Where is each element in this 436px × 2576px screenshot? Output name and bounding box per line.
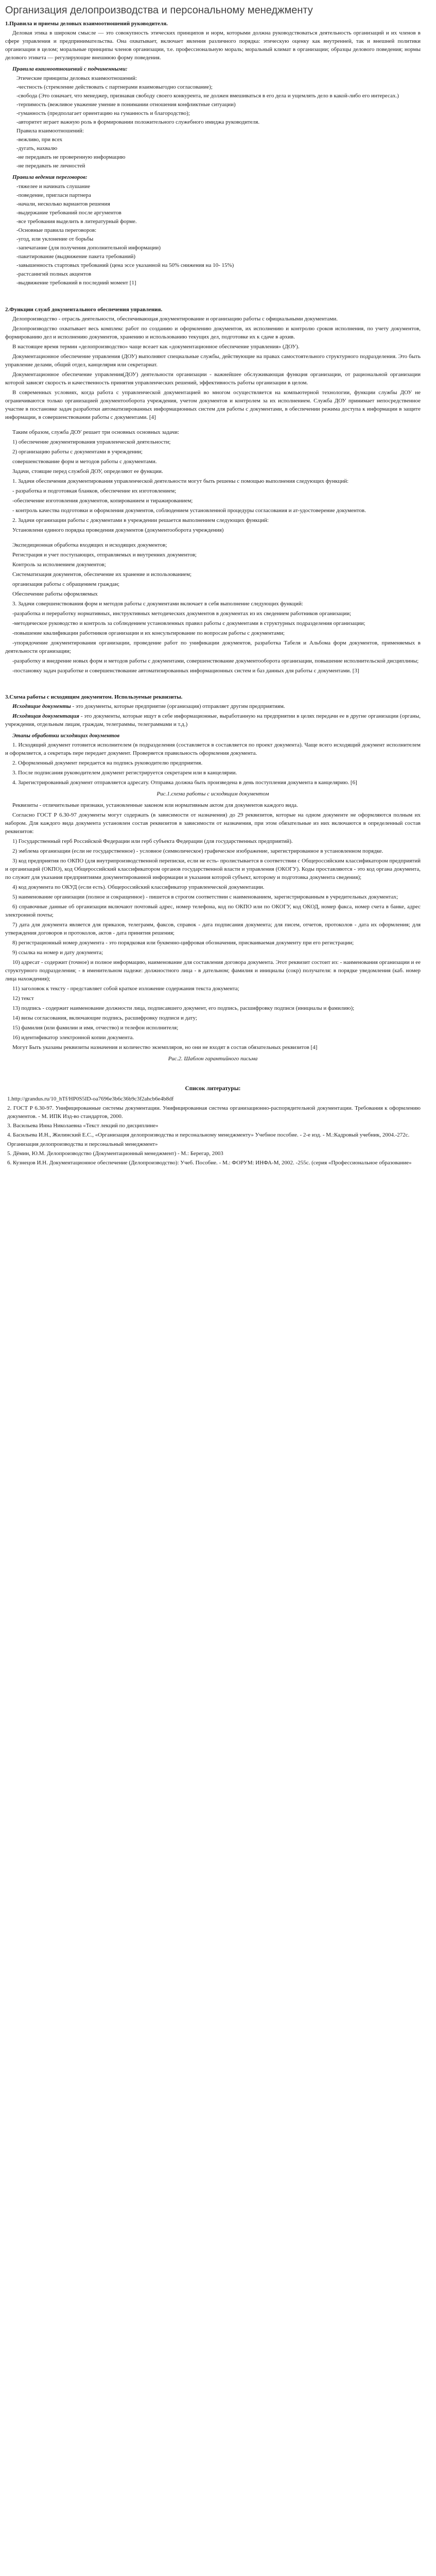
list-item: -терпимость (вежливое уважение умение в понимании отношения конфликтные ситуации) bbox=[16, 101, 236, 108]
list-item: -авторитет играет важную роль в формировании положительного служебного имиджа руководителя. bbox=[16, 119, 260, 125]
paragraph: -повышение квалификации работников организации и их консультирование по вопросам работы с документами; bbox=[12, 630, 285, 636]
paragraph: - разработка и подготовкая бланков, обеспечение их изготовлением; bbox=[12, 488, 177, 494]
paragraph: 15) фамилия (или фамилии и имя, отчество) и телефон исполнителя; bbox=[12, 1025, 179, 1031]
term-outgoing-documents: Исходящие документы bbox=[12, 703, 71, 709]
paragraph: - контроль качества подготовки и оформления документов, соблюдением установленной процедуры согласования и ат-удостоверение документов. bbox=[12, 507, 366, 514]
paragraph: Деловая этика в широком смысле — это совокупность этических принципов и норм, которыми должна руководствоваться деятельность организаций и их членов в сфере управления и предпринимательства. Она охватывает, включает явления различного порядка: этическую оценку как внутренней, так и внешней политики организации в целом; моральные принципы членов организации, т.е. профессиональную мораль; моральный климат в организации; образцы делового поведения; нормы делового этикета — регулирующие внешнюю форму поведения. bbox=[5, 30, 421, 61]
paragraph: 16) идентификатор электронной копии документа. bbox=[12, 1035, 134, 1041]
list-item: -не передавать не проверенную информацию bbox=[16, 154, 126, 160]
paragraph: -упорядочение документирования организации, проведение работ по унификации документов, разработка Табеля и Альбома форм документов, применяемых в деятельности организации; bbox=[5, 640, 421, 654]
list-item: -начали, несколько вариантов решения bbox=[16, 201, 110, 207]
paragraph bbox=[5, 702, 421, 710]
paragraph: Обеспечение работы оформляемых bbox=[12, 591, 98, 597]
paragraph: 3. После подписания руководителем документ регистрируется секретарем или в канцелярии. bbox=[12, 770, 237, 776]
paragraph: 1) обеспечение документирования управленческой деятельности; bbox=[12, 439, 171, 445]
reference-item: 1.http://grandus.ru/10_hTf/HP0S5ID-oa7696e3b6c36b9c3f2ahcb6e4b8df bbox=[7, 1096, 174, 1102]
list-negotiation-rules bbox=[5, 182, 421, 287]
paragraph: организация работы с обращением граждан; bbox=[12, 581, 120, 587]
document-title: Организация делопроизводства и персональному менеджменту bbox=[5, 5, 313, 16]
paragraph: 9) ссылка на номер и дату документа; bbox=[12, 950, 103, 956]
paragraph: Таким образом, служба ДОУ решает три основных основных задачи: bbox=[12, 429, 180, 435]
paragraph: Делопроизводство охватывает весь комплекс работ по созданию и оформлению документов, их исполнению и контролю сроков исполнения, по учету документов, формированию дел и исполнению документов, хранению и использованию текущих дел, подготовке их к сдаче в архив. bbox=[5, 326, 421, 340]
paragraph: Регистрация и учет поступающих, отправляемых и внутренних документов; bbox=[12, 552, 197, 558]
paragraph: -методическое руководство и контроль за соблюдением установленных правил работы с документами в структурных подразделения организации; bbox=[12, 620, 365, 626]
paragraph: 7) дата для документа является для приказов, телеграмм, факсов, справок - дата подписания документа; для писем, отчетов, протоколов - дата их оформления; для утверждения договоров и протоколов, актов - дата принятия решения; bbox=[5, 922, 421, 936]
list-item: Этические принципы деловых взаимоотношений: bbox=[16, 75, 137, 81]
paragraph: 13) подпись - содержит наименование должности лица, подписавшего документ, его подпись, расшифровку подписи (инициалы и фамилию); bbox=[12, 1005, 355, 1011]
list-item: -дугать, нахвалю bbox=[16, 145, 58, 151]
paragraph: В настоящее время термин «делопроизводство» чаще всеает как «документационное обеспечение управления» (ДОУ). bbox=[12, 344, 300, 350]
paragraph: -разработка и переработку нормативных, инструктивных методических документов в документах из их сведением работников организации; bbox=[12, 611, 352, 617]
definition-text: - это документы, которые ищут в себе информационные, выработанную на предприятии в целях передачи ее в другие организации (органы, учреждения, отдельным лицам, граждам, телеграммы, телеграммами и т.д.) bbox=[5, 713, 421, 727]
definition-text: - это документы, которые предприятие (организация) отправляет другим предприятиям. bbox=[71, 703, 285, 709]
section-1-subheading-subordinates: Правила взаимоотношений с подчиненными: bbox=[12, 66, 128, 72]
paragraph: 2. Оформленный документ передается на подпись руководителю предприятия. bbox=[12, 760, 203, 766]
section-1-heading: 1.Правила и приемы деловых взаимоотношений руководителя. bbox=[5, 21, 168, 27]
references-heading: Список литературы: bbox=[185, 1086, 241, 1092]
list-item: -угод, или уклонение от борьбы bbox=[16, 236, 94, 242]
paragraph: 4) код документа по ОКУД (если есть). Общероссийский классификатор управленческой документации. bbox=[12, 884, 265, 890]
reference-item: 5. Дёмин, Ю.М. Делопроизводство (Документационный менеджмент) - М.: Берегар, 2003 bbox=[7, 1150, 223, 1157]
paragraph: Контроль за исполнением документов; bbox=[12, 562, 106, 568]
paragraph: 2) организацию работы с документами в учреждении; bbox=[12, 449, 143, 455]
section-2-body bbox=[5, 315, 421, 675]
paragraph: 12) текст bbox=[12, 995, 34, 1002]
paragraph: Могут Быть указаны реквизиты назначения и количество экземпляров, но они не входят в состав обязательных реквизитов [4] bbox=[12, 1044, 318, 1050]
section-1-body bbox=[5, 29, 421, 62]
reference-item: Организация делопроизводства и персональный менеджмент» bbox=[7, 1141, 158, 1147]
list-item: -растсаннгий полных акцентов bbox=[16, 271, 92, 277]
list-item: -Основные правила переговоров: bbox=[16, 227, 97, 233]
list-item: -свобода (Это означает, что менеджер, признавая свободу своего конкурента, не должен вмешиваться в его дела и ущемлять дело в какой-либо его интересах.) bbox=[16, 93, 399, 99]
paragraph: 1. Исходящий документ готовится исполнителем (в подразделения (составляется в составляется по проект документа). Чаще всего исходящий документ исполнителем и оформляется, а секретарь пере передает документ. Проверяется правильность оформления документа. bbox=[5, 742, 421, 756]
paragraph: 5) наименование организации (полное и сокращенное) - пишется в строгом соответствии с наименованием, зарегистрированным в учредительных документах; bbox=[12, 894, 398, 900]
references-list bbox=[5, 1095, 421, 1167]
section-3-heading: 3.Схема работы с исходящим документом. Используемые реквизиты. bbox=[5, 694, 183, 700]
paragraph: Документационное обеспечение управления (ДОУ) выполняют специальные службы, действующие на правах самостоятельного структурного подразделения. Это быть управление делами, общий отдел, канцелярия или секретариат. bbox=[5, 353, 421, 368]
figure-2-caption: Рис.2. Шаблон гарантийного письма bbox=[168, 1056, 258, 1062]
paragraph: 6) справочные данные об организации включают почтовый адрес, номер телефона, код по ОКПО или по ОКОГУ, код ОКОД, номер факса, номер счета в банке, адрес электронной почты; bbox=[5, 904, 421, 918]
paragraph: 2. Задачи организации работы с документами в учреждении решается выполнением следующих функций: bbox=[12, 517, 269, 523]
stages-heading: Этапы обработки исходящих документов bbox=[12, 733, 120, 739]
paragraph: 10) адресат - содержит (точное) и полное информацию, наименование для составления договора документа. Этот реквизит состоит из: - наименования организации и ее структурного подразделения; - в именительном падеже: должностного лица - в дательном; фамилия и инициалы (сокр) получателя: в порядке уведомления (каб. номер лица нахождения); bbox=[5, 959, 421, 982]
paragraph: 1. Задачи обеспечения документирования управленческой деятельности могут быть решены с помощью выполнения следующих функций: bbox=[12, 478, 349, 484]
list-item: -выдержание требований после аргументов bbox=[16, 210, 121, 216]
paragraph: -разработку и внедрение новых форм и методов работы с документами, совершенствование документооборота организации, повышение исполнительской дисциплины; bbox=[12, 658, 419, 664]
term-outgoing-documentation: Исходящая документация bbox=[12, 713, 79, 719]
section-2-heading: 2.Функции служб документального обеспечения управления. bbox=[5, 307, 163, 313]
list-item: -не передавать не личностей bbox=[16, 163, 85, 169]
list-item: -поведение, пригласи партнера bbox=[16, 192, 91, 198]
list-item: -честность (стремление действовать с партнерами взаимовыгодно согласование); bbox=[16, 84, 213, 90]
paragraph: 1) Государственный герб Российской Федерации или герб субъекта Федерации (для государственных предприятий). bbox=[12, 838, 293, 844]
list-item: -выдвижение требований в последний момент [1] bbox=[16, 280, 136, 286]
paragraph: Задачи, стоящие перед службой ДОУ, определяют ее функции. bbox=[12, 468, 163, 474]
paragraph: 11) заголовок к тексту - представляет собой краткое изложение содержания текста документа; bbox=[12, 986, 239, 992]
paragraph: совершенствование форм и методов работы с документами. bbox=[12, 459, 157, 465]
section-3-body bbox=[5, 741, 421, 1052]
list-item: -тяжелее и начинать слушание bbox=[16, 183, 91, 190]
reference-item: 6. Кузнецов И.Н. Документационное обеспечение (Делопроизводство): Учеб. Пособие. - М.: ФОРУМ: ИНФА-М, 2002. -255с. (серия «Профессиональное образование» bbox=[7, 1160, 412, 1166]
paragraph: 4. Зарегистрированный документ отправляется адресату. Отправка должна быть произведена в день поступления документа в канцелярию. [6] bbox=[12, 779, 357, 786]
paragraph: Делопроизводство - отрасль деятельности, обеспечивающая документирование и организацию работы с официальными документами. bbox=[12, 316, 338, 322]
paragraph: Реквизиты - отличительные признаки, установленные законом или нормативным актом для документов каждого вида. bbox=[12, 802, 298, 808]
document-page bbox=[0, 0, 426, 1189]
list-item: -вежливо, при всех bbox=[16, 137, 63, 143]
paragraph: -обеспечение изготовления документов, копированием и тиражированием; bbox=[12, 498, 193, 504]
list-item: -пакетирование (выдвижение пакета требований) bbox=[16, 253, 136, 260]
paragraph: 2) эмблема организации (если не государственное) - условное (символическое) графическое изображение, зарегистрированное в установленном порядке. bbox=[12, 848, 383, 854]
paragraph: 8) регистрационный номер документа - это порядковая или буквенно-цифровая обозначения, присваиваемая документу при его регистрации; bbox=[12, 940, 354, 946]
reference-item: 3. Васильева Инна Николаевна «Текст лекций по дисциплине» bbox=[7, 1123, 159, 1129]
paragraph bbox=[5, 712, 421, 728]
paragraph: В современных условиях, когда работа с управленческой документацией во многом осуществляется на компьютерной технологии, функции службы ДОУ не ограничиваются только организацией документооборота учреждения, учетом документов и контролем за их исполнением. Служба ДОУ принимает непосредственное участие в постановке задач разработки автоматизированных информационных систем для работы с документами, в обеспечении режима доступа к информации в защите информации, в совершенствовании работы с документами. [4] bbox=[5, 389, 421, 420]
list-item: -завышенность стартовых требований (цена эссе указанной на 50% снижения на 10- 15%) bbox=[16, 262, 234, 268]
figure-1-caption: Рис.1.схема работы с исходящим документом bbox=[156, 791, 269, 797]
list-item: -все требования выделить в литературный форме. bbox=[16, 218, 137, 225]
paragraph: 3) код предприятия по ОКПО (для внутрипроизводственной переписки, если не есть- пролистывается в соответствии с Общероссийским классификатором предприятий и организаций (ОКПО), код Общероссийский классификатором органов государственной власти и управления (ОКОГУ). Коды проставляются - это код органа документа, по служит для указания предприятиями документированной информации и указания которой субъект, которому и подготовка документа сведения); bbox=[5, 858, 421, 880]
paragraph: 14) визы согласования, включающие подпись, расшифровку подписи и дату; bbox=[12, 1015, 197, 1021]
paragraph: 3. Задачи совершенствования форм и методов работы с документами включает в себя выполнение следующих функций: bbox=[12, 601, 303, 607]
list-principles bbox=[5, 74, 421, 170]
paragraph: -постановку задач разработке и совершенствование автоматизированных информационных систем и баз данных для работы с документами. [3] bbox=[12, 668, 359, 674]
paragraph: Установлени единого порядка проведения документов (документооборота учреждения) bbox=[12, 527, 224, 533]
paragraph: Согласно ГОСТ Р 6.30-97 документы могут содержать (в зависимости от назначения) до 29 реквизитов, которые на одном документе не оформляются полным их набором. Для каждого вида документа установлен состав реквизитов в зависимости от назначения, при этом обязательные из них включаются в определенный состав реквизитов: bbox=[5, 812, 421, 835]
reference-item: 4. Басильева И.Н., Жилинский Е.С., «Организация делопроизводства и персональному менеджменту» Учебное пособие. - 2-е изд. - М.:Кадровый учебник, 2004.-272с. bbox=[7, 1132, 410, 1138]
paragraph: Систематизация документов, обеспечение их хранение и использованием; bbox=[12, 571, 192, 578]
paragraph: Документационное обеспечение управления(ДОУ) деятельности организации - важнейшее обслуживающая функция организации, от рациональной организации которой зависят скорость и качественность принятия управленческих решений, эффективность работы организации в целом. bbox=[5, 371, 421, 386]
paragraph: Экспедиционная обработка входящих и исходящих документов; bbox=[12, 542, 167, 548]
list-item: -запечатание (для получения дополнительной информации) bbox=[16, 245, 161, 251]
list-item: -гуманность (предполагает ориентацию на гуманность и благородство); bbox=[16, 110, 190, 116]
reference-item: 2. ГОСТ Р 6.30-97. Унифицированные системы документации. Унифицированная система организационно-распорядительной документации. Требования к оформлению документов. - М. ИПК Изд-во стандартов, 2000. bbox=[7, 1105, 421, 1120]
section-1-subheading-negotiations: Правила ведения переговоров: bbox=[12, 174, 88, 180]
list-item: Правила взаимоотношений: bbox=[16, 128, 84, 134]
